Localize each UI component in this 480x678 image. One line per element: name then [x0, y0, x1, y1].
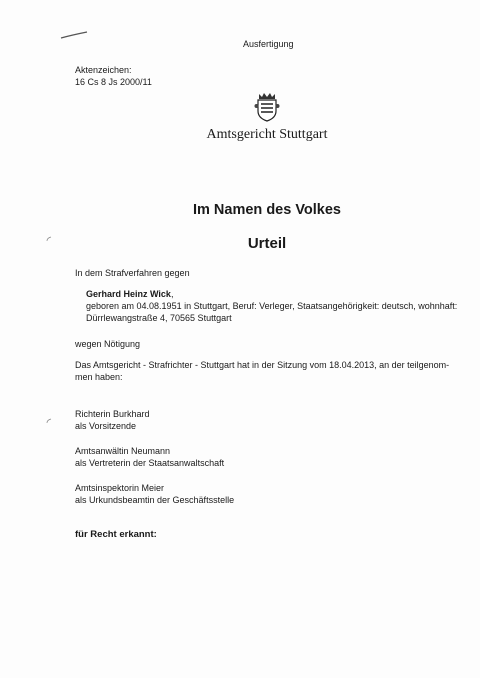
judgment-label: für Recht erkannt:: [75, 529, 157, 540]
judgment-heading: Im Namen des Volkes: [192, 202, 342, 218]
defendant-details-line-2: Dürrlewangstraße 4, 70565 Stuttgart: [86, 313, 232, 323]
file-reference-value: 16 Cs 8 Js 2000/11: [75, 77, 152, 87]
participant-name: Richterin Burkhard: [75, 409, 150, 419]
participant-role: als Vertreterin der Staatsanwaltschaft: [75, 458, 225, 468]
verdict-title: Urteil: [247, 235, 287, 252]
participant-clerk: [75, 482, 435, 506]
participant-name: Amtsinspektorin Meier: [75, 483, 165, 493]
defendant-details-line-1: geboren am 04.08.1951 in Stuttgart, Beruf: Verleger, Staatsangehörigkeit: deutsch, wohnhaft:: [86, 301, 458, 311]
file-reference: [75, 64, 152, 88]
participant-role: als Urkundsbeamtin der Geschäftsstelle: [75, 495, 235, 505]
pen-mark-decoration: [60, 30, 88, 40]
court-name: Amtsgericht Stuttgart: [206, 127, 328, 142]
coat-of-arms-icon: [254, 92, 280, 122]
participant-name: Amtsanwältin Neumann: [75, 446, 171, 456]
session-line-1: Das Amtsgericht - Strafrichter - Stuttgart hat in der Sitzung vom 18.04.2013, an der teilgenom-: [75, 360, 450, 370]
session-line-2: men haben:: [75, 372, 123, 382]
participant-prosecutor: [75, 445, 435, 469]
copy-label: Ausfertigung: [243, 39, 294, 49]
session-statement: [75, 359, 455, 383]
file-reference-label: Aktenzeichen:: [75, 65, 132, 75]
participant-judge: [75, 408, 435, 432]
proceedings-intro: In dem Strafverfahren gegen: [75, 268, 190, 278]
offense: wegen Nötigung: [75, 339, 141, 349]
participant-role: als Vorsitzende: [75, 421, 137, 431]
punch-mark-bottom: [46, 418, 52, 424]
punch-mark-top: [46, 236, 52, 242]
defendant-name: Gerhard Heinz Wick: [86, 289, 171, 299]
defendant-block: Gerhard Heinz Wick, geboren am 04.08.1951 in Stuttgart, Beruf: Verleger, Staatsangehörigkeit: deutsch, wohnhaft: Dürrlewangstraße 4, 70565 Stuttgart: [86, 288, 466, 324]
